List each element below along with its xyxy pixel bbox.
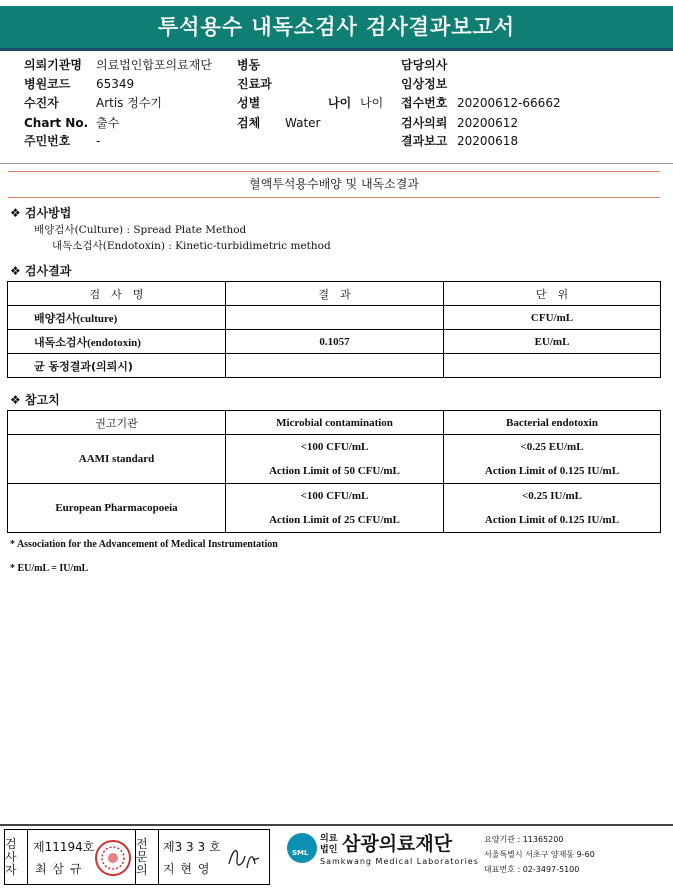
micro-limit: <100 CFU/mL (300, 490, 369, 502)
info-age (328, 94, 384, 112)
info-divider (0, 163, 673, 164)
doctor-label: 전문의 (135, 830, 159, 884)
result-cell: 0.1057 (226, 330, 444, 354)
table-row (8, 306, 661, 330)
reference-heading: ❖ 참고치 (10, 393, 60, 407)
org-address: 서울특별시 서초구 양재동 9-60 (484, 850, 595, 859)
results-header-row (8, 282, 661, 306)
report-title: 투석용수 내독소검사 검사결과보고서 (0, 6, 673, 48)
unit-cell (444, 354, 661, 378)
method-culture-ko: 배양검사 (34, 224, 75, 236)
tester-license-no: 제11194호 (33, 840, 95, 854)
test-name-en: (culture) (76, 312, 118, 325)
table-row (8, 330, 661, 354)
info-label: 병원코드 (24, 77, 71, 91)
org-cell: AAMI standard (8, 435, 226, 484)
info-label: 검체 (237, 116, 261, 130)
info-value: 의료법인합포의료재단 (96, 58, 212, 72)
info-value: 65349 (96, 77, 135, 91)
note-unit: * EU/mL = IU/mL (10, 563, 89, 574)
info-label: 수진자 (24, 96, 59, 110)
logo-text: SML (292, 849, 309, 857)
test-name-en: (endotoxin) (87, 336, 141, 349)
info-request-date (401, 114, 519, 132)
result-cell (226, 306, 444, 330)
info-requesting-institution (24, 56, 212, 74)
table-row (8, 354, 661, 378)
col-result: 결 과 (226, 282, 444, 306)
endo-limit: <0.25 IU/mL (521, 490, 583, 502)
col-microbial: Microbial contamination (226, 411, 444, 435)
unit-cell: CFU/mL (444, 306, 661, 330)
tester-name: 최 삼 규 (35, 862, 83, 876)
subtitle: 혈액투석용수배양 및 내독소결과 (249, 177, 419, 191)
signature-box (4, 829, 270, 885)
info-chart-no (24, 114, 120, 132)
info-label: 의뢰기관명 (24, 58, 82, 72)
method-endo-ko: 내독소검사 (52, 240, 103, 252)
table-row (8, 484, 661, 533)
result-cell (226, 354, 444, 378)
info-value: 20200612-66662 (457, 96, 561, 110)
org-cell: European Pharmacopoeia (8, 484, 226, 533)
micro-action-limit: Action Limit of 25 CFU/mL (269, 514, 400, 526)
tester-label: 검사자 (5, 830, 28, 884)
org-name: 삼광의료재단 (342, 833, 453, 855)
endo-limit: <0.25 EU/mL (520, 441, 584, 453)
info-label: Chart No. (24, 116, 89, 130)
org-code: 요양기관 : 11365200 (484, 835, 564, 844)
seal-stamp-icon (93, 838, 133, 878)
info-report-date (401, 132, 519, 150)
info-label: 병동 (237, 58, 261, 72)
info-value: 나이 (360, 96, 384, 110)
signature-icon (223, 842, 263, 874)
subtitle-box (8, 171, 660, 198)
test-name-cell (8, 330, 226, 354)
method-endotoxin (52, 238, 331, 253)
header-divider (0, 48, 673, 51)
info-hospital-code (24, 75, 135, 93)
info-label: 검사의뢰 (401, 116, 448, 130)
doctor-name: 지 현 영 (163, 862, 211, 876)
info-doctor (401, 56, 447, 74)
org-name-en: Samkwang Medical Laboratories (320, 857, 479, 866)
method-endo-en: (Endotoxin) : Kinetic-turbidimetric method (102, 240, 331, 252)
org-phone: 대표번호 : 02-3497-5100 (484, 865, 580, 874)
endo-action-limit: Action Limit of 0.125 IU/mL (484, 514, 620, 526)
info-value: Water (285, 116, 321, 130)
doctor-license-no: 제3 3 3 호 (163, 840, 221, 854)
info-clinical (401, 75, 447, 93)
results-table (7, 281, 661, 378)
info-patient (24, 94, 163, 112)
method-culture-en: (Culture) : Spread Plate Method (74, 224, 247, 236)
info-value: 20200618 (457, 134, 519, 148)
micro-cell (226, 484, 444, 533)
endo-action-limit: Action Limit of 0.125 IU/mL (484, 465, 620, 477)
info-value: - (96, 134, 101, 148)
info-label: 결과보고 (401, 134, 448, 148)
endo-cell (444, 484, 661, 533)
micro-limit: <100 CFU/mL (300, 441, 369, 453)
test-name-ko: 내독소검사 (34, 335, 88, 349)
info-department (237, 75, 272, 93)
test-name-cell (8, 354, 226, 378)
info-ward (237, 56, 260, 74)
info-sex (237, 94, 260, 112)
col-org: 권고기관 (8, 411, 226, 435)
micro-cell (226, 435, 444, 484)
unit-cell: EU/mL (444, 330, 661, 354)
test-name-cell (8, 306, 226, 330)
footer-divider (0, 824, 673, 826)
info-label: 담당의사 (401, 58, 448, 72)
col-unit: 단 위 (444, 282, 661, 306)
method-heading: ❖ 검사방법 (10, 206, 72, 220)
test-name-ko: 배양검사 (34, 311, 77, 325)
info-value: 출수 (96, 116, 120, 130)
info-label: 성별 (237, 96, 261, 110)
col-endotoxin: Bacterial endotoxin (444, 411, 661, 435)
results-heading: ❖ 검사결과 (10, 264, 72, 278)
method-culture (34, 222, 246, 237)
endo-cell (444, 435, 661, 484)
test-name-ko: 균 동정결과(의뢰시) (34, 359, 133, 373)
info-receipt-no (401, 94, 561, 112)
sml-logo-icon (287, 833, 317, 863)
info-resident-no (24, 132, 101, 150)
org-prefix: 의료법인 (320, 834, 338, 855)
info-value: Artis 정수기 (96, 96, 163, 110)
info-label: 나이 (328, 96, 352, 110)
info-label: 임상정보 (401, 77, 448, 91)
info-label: 진료과 (237, 77, 272, 91)
info-specimen (237, 114, 321, 132)
note-aami: * Association for the Advancement of Medical Instrumentation (10, 539, 278, 550)
info-label: 접수번호 (401, 96, 448, 110)
info-label: 주민번호 (24, 134, 71, 148)
table-row (8, 435, 661, 484)
reference-table (7, 410, 661, 533)
info-value: 20200612 (457, 116, 519, 130)
micro-action-limit: Action Limit of 50 CFU/mL (269, 465, 400, 477)
col-test-name: 검 사 명 (8, 282, 226, 306)
reference-header-row (8, 411, 661, 435)
